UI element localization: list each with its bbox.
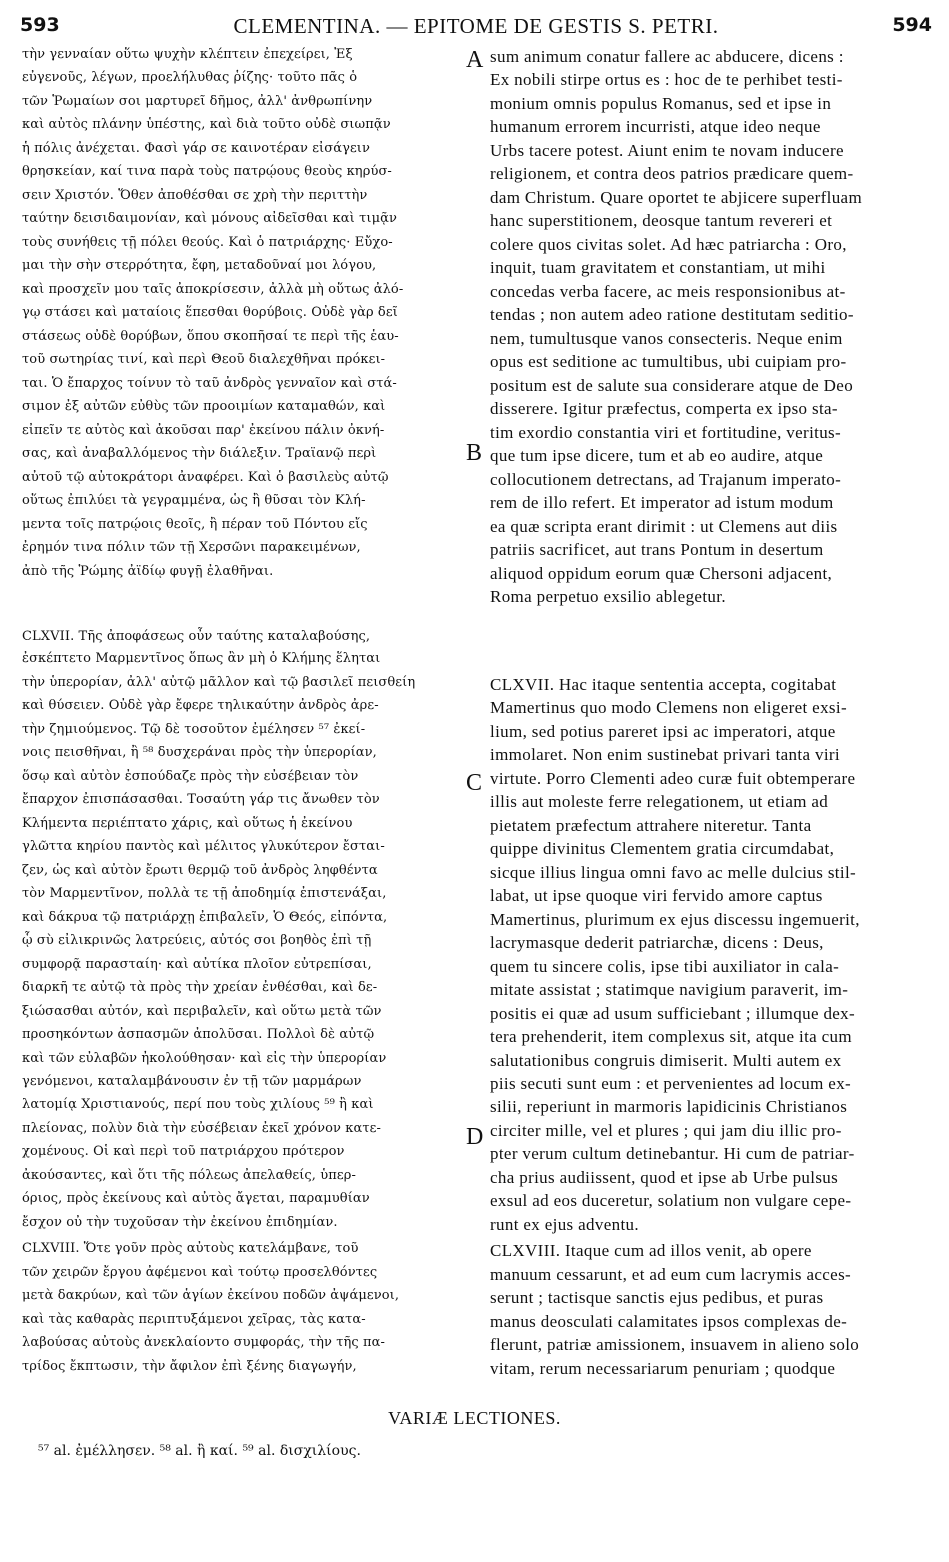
latin-text-line: lacrymasque dederit patriarchæ, dicens : Deus, xyxy=(490,933,824,952)
greek-text-line: ἔπαρχον ἐπισπάσασθαι. Τοσαύτη γάρ τις ἄνωθεν τὸν xyxy=(22,792,380,807)
greek-text-line: εἰπεῖν τε αὐτὸς καὶ ἀκοῦσαι παρ' ἐκείνου πάλιν ὀκνή- xyxy=(22,423,385,438)
margin-letter-a: A xyxy=(466,47,484,73)
greek-text-line: χομένους. Οἱ καὶ περὶ τοῦ πατριάρχου πρότερον xyxy=(22,1144,345,1159)
page-number-left: 593 xyxy=(20,14,60,36)
greek-text-line: γῳ στάσει καὶ ματαίοις ἕπεσθαι θορύβοις. Οὐδὲ γὰρ δεῖ xyxy=(22,305,398,320)
greek-text-line: συμφορᾷ παρασταίη· καὶ αὐτίκα πλοῖον εὐτρεπίσαι, xyxy=(22,957,372,972)
page-number-right: 594 xyxy=(892,14,932,36)
greek-text-line: τῶν χειρῶν ἔργου ἀφέμενοι καὶ τούτῳ προσελθόντες xyxy=(22,1265,378,1280)
greek-text-line: τοὺς συνήθεις τῇ πόλει θεούς. Καὶ ὁ πατριάρχης· Εὔχο- xyxy=(22,235,393,250)
latin-text-line: pter verum cultum detinebantur. Hi cum de patriar- xyxy=(490,1144,855,1163)
latin-text-line: CLXVIII. Itaque cum ad illos venit, ab opere xyxy=(490,1241,812,1260)
greek-text-line: τῶν Ῥωμαίων σοι μαρτυρεῖ δῆμος, ἀλλ' ἀνθρωπίνην xyxy=(22,94,373,109)
greek-text-line: ται. Ὁ ἔπαρχος τοίνυν τὸ ταῦ ἀνδρὸς γενναῖον καὶ στά- xyxy=(22,376,397,391)
latin-text-line: disserere. Igitur præfectus, comperta ex ipso sta- xyxy=(490,399,838,418)
latin-text-line: salutationibus congruis dimiserit. Multi autem ex xyxy=(490,1051,842,1070)
greek-text-line: ταύτην δεισιδαιμονίαν, καὶ μόνους αἰδεῖσθαι καὶ τιμᾷν xyxy=(22,211,397,226)
latin-text-line: hanc superstitionem, deosque tantum revereri et xyxy=(490,211,833,230)
greek-text-line: σιμον ἐξ αὐτῶν εὐθὺς τῶν προοιμίων καταμαθών, καὶ xyxy=(22,399,386,414)
greek-text-line: τὴν ὑπερορίαν, ἀλλ' αὐτῷ μᾶλλον καὶ τῷ βασιλεῖ πεισθείη xyxy=(22,675,416,690)
latin-text-line: CLXVII. Hac itaque sententia accepta, cogitabat xyxy=(490,675,837,694)
latin-text-line: illis aut moleste ferre relegationem, ut etiam ad xyxy=(490,792,829,811)
greek-text-line: σειν Χριστόν. Ὅθεν ἀποθέσθαι σε χρὴ τὴν περιττὴν xyxy=(22,188,368,203)
greek-text-line: μετὰ δακρύων, καὶ τῶν ἁγίων ἐκείνου ποδῶν ἀψάμενοι, xyxy=(22,1288,400,1303)
greek-text-line: τρίδος ἔκπτωσιν, τὴν ἄφιλον ἐπὶ ξένης διαγωγήν, xyxy=(22,1359,357,1374)
variae-lectiones-title: VARIÆ LECTIONES. xyxy=(388,1408,561,1428)
latin-text-line: circiter mille, vel et plures ; qui jam diu illic pro- xyxy=(490,1121,842,1140)
latin-text-line: tim exordio constantia viri et fortitudine, veritus- xyxy=(490,423,842,442)
greek-text-line: καὶ τὰς καθαρὰς περιπτυξάμενοι χεῖρας, τὰς κατα- xyxy=(22,1312,366,1327)
latin-text-line: labat, ut ipse quoque viri fervido amore captus xyxy=(490,886,823,905)
greek-text-line: CLXVII. Τῆς ἀποφάσεως οὖν ταύτης καταλαβούσης, xyxy=(22,629,371,644)
latin-text-line: aliquod oppidum eorum quæ Chersoni adjacent, xyxy=(490,564,833,583)
greek-text-line: μαι τὴν σὴν στερρότητα, ἔφη, μεταδοῦναί μοι λόγου, xyxy=(22,258,377,273)
latin-text-line: positum est de salute sua considerare atque de Deo xyxy=(490,376,854,395)
greek-text-line: καὶ αὐτὸς πλάνην ὑπέστης, καὶ διὰ τοῦτο οὐδὲ σιωπᾷν xyxy=(22,117,391,132)
latin-text-line: sum animum conatur fallere ac abducere, dicens : xyxy=(490,47,844,66)
latin-text-line: monium omnis populus Romanus, sed et ipse in xyxy=(490,94,832,113)
page-header xyxy=(20,14,932,44)
margin-letter-b: B xyxy=(466,440,483,466)
greek-text-line: λαβούσας αὐτοὺς ἀνεκλαίοντο συμφοράς, τὴν τῆς πα- xyxy=(22,1335,386,1350)
greek-text-line: πλείονας, πολὺν διὰ τὴν εὐσέβειαν ἐκεῖ χρόνον κατε- xyxy=(22,1121,381,1136)
latin-text-line: Ex nobili stirpe ortus es : hoc de te perhibet testi- xyxy=(490,70,843,89)
greek-text-line: τὴν γενναίαν οὕτω ψυχὴν κλέπτειν ἐπεχείρει, Ἐξ xyxy=(22,47,353,62)
margin-letter-d: D xyxy=(466,1124,484,1150)
greek-text-line: ἐρημόν τινα πόλιν τῶν τῇ Χερσῶνι παρακειμένων, xyxy=(22,540,361,555)
latin-text-line: positis ei quæ ad usum sufficiebant ; illumque dex- xyxy=(490,1004,856,1023)
latin-text-line: religionem, et contra deos patrios prædicare quem- xyxy=(490,164,854,183)
latin-text-line: runt ex ejus adventu. xyxy=(490,1215,639,1234)
latin-text-line: manuum cessarunt, et ad eum cum lacrymis acces- xyxy=(490,1265,852,1284)
greek-text-line: γενόμενοι, καταλαμβάνουσιν ἐν τῇ τῶν μαρμάρων xyxy=(22,1074,362,1089)
latin-text-line: Urbs tacere potest. Aiunt enim te novam inducere xyxy=(490,141,844,160)
latin-text-line: collocutionem detrectans, ad Trajanum imperato- xyxy=(490,470,842,489)
latin-text-line: flerunt, patriæ amissionem, insuavem in alieno solo xyxy=(490,1335,860,1354)
greek-text-line: σας, καὶ ἀναβαλλόμενος τὴν διάλεξιν. Τραϊανῷ περὶ xyxy=(22,446,377,461)
greek-text-line: τοῦ σωτηρίας τινί, καὶ περὶ Θεοῦ διαλεχθῆναι πρόκει- xyxy=(22,352,386,367)
latin-text-line: silii, reperiunt in marmoris lapidicinis Christianos xyxy=(490,1097,848,1116)
latin-text-line: Mamertinus quo modo Clemens non eligeret exsi- xyxy=(490,698,847,717)
greek-text-line: ἀπὸ τῆς Ῥώμης ἀϊδίῳ φυγῇ ἐλαθῆναι. xyxy=(22,564,274,579)
greek-text-line: τὸν Μαρμεντῖνον, πολλὰ τε τῇ ἀποδημίᾳ ἐπιστενάξαι, xyxy=(22,886,387,901)
greek-text-line: καὶ προσχεῖν μου ταῖς ἀποκρίσεσιν, ἀλλὰ μὴ οὕτως ἀλό- xyxy=(22,282,404,297)
greek-text-line: νοις πεισθῆναι, ἢ ⁵⁸ δυσχεράναι πρὸς τὴν ὑπερορίαν, xyxy=(22,745,377,760)
greek-text-line: ὅσῳ καὶ αὐτὸν ἐσπούδαζε πρὸς τὴν εὐσέβειαν τὸν xyxy=(22,769,359,784)
latin-text-line: Mamertinus, plurimum ex ejus discessu ingemuerit, xyxy=(490,910,860,929)
latin-text-line: concedas verba facere, ac meis responsionibus at- xyxy=(490,282,846,301)
greek-text-line: καὶ θύσειεν. Οὐδὲ γὰρ ἔφερε τηλικαύτην ἀνδρὸς ἀρε- xyxy=(22,698,379,713)
greek-text-line: Κλήμεντα περιέπτατο χάρις, καὶ οὕτως ἡ ἐκείνου xyxy=(22,816,353,831)
greek-text-line: ἡ πόλις ἀνέχεται. Φασὶ γάρ σε καινοτέραν εἰσάγειν xyxy=(22,141,371,156)
latin-text-line: dam Christum. Quare oportet te abjicere superfluam xyxy=(490,188,863,207)
greek-text-line: ἔσχον οὐ τὴν τυχοῦσαν τὴν ἐκείνου ἐπιδημίαν. xyxy=(22,1215,338,1230)
greek-text-line: εὐγενοῦς, λέγων, προελήλυθας ῥίζης· τοῦτο πᾶς ὁ xyxy=(22,70,358,85)
greek-text-line: θρησκείαν, καί τινα παρὰ τοὺς πατρῴους θεοὺς κηρύσ- xyxy=(22,164,392,179)
greek-text-line: ζεν, ὡς καὶ αὐτὸν ἔρωτι θερμῷ τοῦ ἀνδρὸς ληφθέντα xyxy=(22,863,378,878)
latin-text-line: manus deosculati calamitates ipsos complexas de- xyxy=(490,1312,848,1331)
latin-text-line: piis secuti sunt eum : et pervenientes ad locum ex- xyxy=(490,1074,852,1093)
greek-text-line: όριος, πρὸς ἐκείνους καὶ αὐτὸς ἄγεται, παραμυθίαν xyxy=(22,1191,370,1206)
greek-text-line: στάσεως οὐδὲ θορύβων, ὅπου σκοπῆσαί τε περὶ τῆς ἑαυ- xyxy=(22,329,399,344)
greek-text-line: αὐτοῦ τῷ αὐτοκράτορι ἀναφέρει. Καὶ ὁ βασιλεὺς αὐτῷ xyxy=(22,470,389,485)
latin-text-line: pietatem præfectum attrahere niteretur. Tanta xyxy=(490,816,812,835)
latin-text-line: virtute. Porro Clementi adeo curæ fuit obtemperare xyxy=(490,769,856,788)
latin-text-line: ea quæ scripta erant dirimit : ut Clemens aut diis xyxy=(490,517,838,536)
greek-text-line: καὶ δάκρυα τῷ πατριάρχῃ ἐπιβαλεῖν, Ὁ Θεός, εἰπόντα, xyxy=(22,910,388,925)
greek-text-line: τὴν ζημιούμενος. Τῷ δὲ τοσοῦτον ἐμέλησεν ⁵⁷ ἐκεί- xyxy=(22,722,366,737)
latin-text-line: immolaret. Non enim sustinebat privari tanta viri xyxy=(490,745,840,764)
latin-text-line: Roma perpetuo exsilio ablegetur. xyxy=(490,587,726,606)
greek-text-line: ξιώσασθαι αὐτόν, καὶ περιβαλεῖν, καὶ οὕτω μετὰ τῶν xyxy=(22,1004,382,1019)
greek-text-line: λατομίᾳ Χριστιανούς, περί που τοὺς χιλίους ⁵⁹ ἢ καὶ xyxy=(22,1097,374,1112)
greek-text-line: ἐσκέπτετο Μαρμεντῖνος ὅπως ἂν μὴ ὁ Κλήμης ἕληται xyxy=(22,651,381,666)
greek-text-line: CLXVIII. Ὅτε γοῦν πρὸς αὐτοὺς κατελάμβανε, τοῦ xyxy=(22,1241,359,1256)
latin-text-line: colere quos civitas solet. Ad hæc patriarcha : Oro, xyxy=(490,235,847,254)
latin-text-line: quippe divinitus Clementem gratia circumdabat, xyxy=(490,839,835,858)
latin-text-line: lium, sed potius pareret ipsi ac imperatori, atque xyxy=(490,722,836,741)
latin-text-line: vitam, rerum necessariarum penuriam ; quodque xyxy=(490,1359,836,1378)
latin-text-line: nem, tumultusque vanos consecteris. Neque enim xyxy=(490,329,843,348)
latin-text-line: serunt ; tactisque sanctis ejus pedibus, et puras xyxy=(490,1288,824,1307)
latin-text-line: humanum errorem incurristi, atque ideo neque xyxy=(490,117,821,136)
latin-text-line: que tum ipse dicere, tum et ab eo audire, atque xyxy=(490,446,824,465)
variae-lectiones-notes: ⁵⁷ al. ἐμέλλησεν. ⁵⁸ al. ἢ καί. ⁵⁹ al. δισχιλίους. xyxy=(38,1443,361,1459)
latin-text-line: cha prius audiissent, quod et ipse ab Urbe pulsus xyxy=(490,1168,839,1187)
latin-text-line: inquit, tuam gravitatem et constantiam, ut mihi xyxy=(490,258,826,277)
latin-text-line: mitate assistat ; statimque navigium paraverit, im- xyxy=(490,980,849,999)
greek-text-line: γλῶττα κηρίου παντὸς καὶ μέλιτος γλυκύτερον ἔσται- xyxy=(22,839,385,854)
latin-text-line: patriis sacrificet, aut trans Pontum in desertum xyxy=(490,540,824,559)
latin-text-line: tera prehenderit, item complexus sit, atque ita cum xyxy=(490,1027,852,1046)
latin-text-line: rem de illo refert. Et imperator ad istum modum xyxy=(490,493,834,512)
latin-text-line: sicque illius lingua omni favo ac melle dulcius stil- xyxy=(490,863,857,882)
greek-text-line: μεντα τοῖς πατρῴοις θεοῖς, ἢ πέραν τοῦ Πόντου εἴς xyxy=(22,517,368,532)
greek-text-line: διαρκῆ τε αὐτῷ τὰ πρὸς τὴν χρείαν ἐνθέσθαι, καὶ δε- xyxy=(22,980,378,995)
greek-text-line: ἀκούσαντες, καὶ ὅτι τῆς πόλεως ἀπελαθείς, ὑπερ- xyxy=(22,1168,356,1183)
greek-text-line: καὶ τῶν εὐλαβῶν ἠκολούθησαν· καὶ εἰς τὴν ὑπερορίαν xyxy=(22,1051,387,1066)
greek-text-line: οὕτως ἐπιλύει τὰ γεγραμμένα, ὡς ἢ θῦσαι τὸν Κλή- xyxy=(22,493,366,508)
latin-text-line: opus est seditione ac tumultibus, ubi cuipiam pro- xyxy=(490,352,847,371)
latin-text-line: tendas ; non autem adeo ratione destitutam seditio- xyxy=(490,305,854,324)
latin-text-line: exsul ad eos duceretur, solatium non vulgare cepe- xyxy=(490,1191,852,1210)
greek-text-line: ᾧ σὺ εἰλικρινῶς λατρεύεις, αὐτός σοι βοηθὸς ἐπὶ τῇ xyxy=(22,933,372,948)
latin-text-line: quem tu sincere colis, ipse tibi auxiliator in cala- xyxy=(490,957,840,976)
running-title: CLEMENTINA. — EPITOME DE GESTIS S. PETRI. xyxy=(233,14,719,38)
greek-text-line: προσηκόντων ἀσπασμῶν ἀπολῦσαι. Πολλοὶ δὲ αὐτῷ xyxy=(22,1027,375,1042)
margin-letter-c: C xyxy=(466,770,483,796)
